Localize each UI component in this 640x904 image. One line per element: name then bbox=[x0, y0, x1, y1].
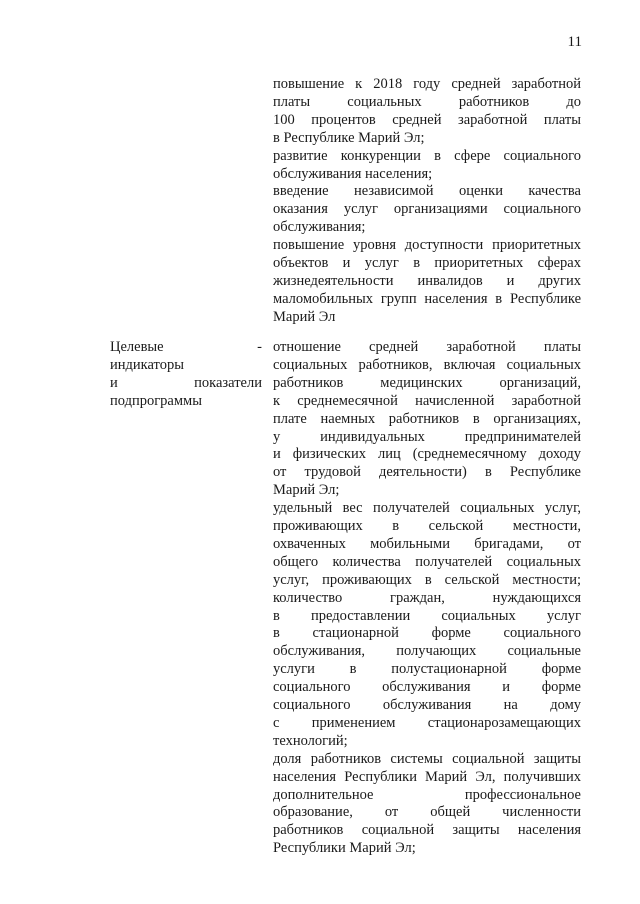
text-line: населения Республики Марий Эл, получивших bbox=[273, 768, 581, 785]
text-line: плате наемных работников в организациях, bbox=[273, 410, 581, 427]
text-line: услуги в полустационарной форме bbox=[273, 661, 581, 678]
text-line: количество граждан, нуждающихся bbox=[273, 589, 581, 606]
text-line: обслуживания населения; bbox=[273, 165, 433, 182]
text-line: отношение средней заработной платы bbox=[273, 339, 581, 355]
text-line: и показатели bbox=[110, 374, 262, 391]
text-line: и физических лиц (среднемесячному доходу bbox=[273, 446, 581, 463]
text-line: обслуживания; bbox=[273, 219, 366, 236]
text-line: подпрограммы bbox=[110, 392, 202, 409]
text-line: работников социальной защиты населения bbox=[273, 822, 581, 839]
text-line: в Республике Марий Эл; bbox=[273, 129, 425, 146]
text-line: проживающих в сельской местности, bbox=[273, 518, 581, 534]
text-line: маломобильных групп населения в Республике bbox=[273, 290, 581, 307]
text-line: повышение к 2018 году средней заработной bbox=[273, 76, 581, 92]
text-line: услуг, проживающих в сельской местности; bbox=[273, 571, 581, 588]
text-line: 100 процентов средней заработной платы bbox=[273, 111, 581, 128]
text-line: от трудовой деятельности) в Республике bbox=[273, 464, 581, 481]
text-line: индикаторы bbox=[110, 356, 184, 373]
text-line: охваченных мобильными бригадами, от bbox=[273, 535, 581, 552]
text-line: Марий Эл bbox=[273, 308, 336, 325]
text-line: повышение уровня доступности приоритетных bbox=[273, 237, 581, 254]
text-line: платы социальных работников до bbox=[273, 93, 581, 110]
text-line: жизнедеятельности инвалидов и других bbox=[273, 272, 581, 289]
text-line: образование, от общей численности bbox=[273, 804, 581, 821]
text-line: в предоставлении социальных услуг bbox=[273, 607, 581, 624]
text-line: с применением стационарозамещающих bbox=[273, 714, 581, 731]
text-line: обслуживания, получающих социальные bbox=[273, 643, 581, 660]
text-line: введение независимой оценки качества bbox=[273, 183, 581, 200]
text-line: в стационарной форме социального bbox=[273, 625, 581, 642]
text-line: общего количества получателей социальных bbox=[273, 553, 581, 570]
text-line: у индивидуальных предпринимателей bbox=[273, 428, 581, 445]
text-line: Марий Эл; bbox=[273, 482, 340, 499]
text-line: Целевые - bbox=[110, 339, 262, 355]
text-line: работников медицинских организаций, bbox=[273, 374, 581, 391]
text-line: социального обслуживания и форме bbox=[273, 679, 581, 696]
text-line: социального обслуживания на дому bbox=[273, 697, 581, 713]
text-line: дополнительное профессиональное bbox=[273, 786, 581, 803]
text-line: социальных работников, включая социальных bbox=[273, 356, 581, 373]
text-line: развитие конкуренции в сфере социального bbox=[273, 147, 581, 164]
text-line: технологий; bbox=[273, 732, 348, 749]
text-line: оказания услуг организациями социального bbox=[273, 201, 581, 218]
text-line: объектов и услуг в приоритетных сферах bbox=[273, 255, 581, 271]
text-line: доля работников системы социальной защиты bbox=[273, 750, 581, 767]
text-line: Республики Марий Эл; bbox=[273, 840, 416, 857]
text-line: удельный вес получателей социальных услуг, bbox=[273, 500, 581, 517]
text-line: к среднемесячной начисленной заработной bbox=[273, 392, 581, 409]
page-number: 11 bbox=[567, 34, 582, 50]
